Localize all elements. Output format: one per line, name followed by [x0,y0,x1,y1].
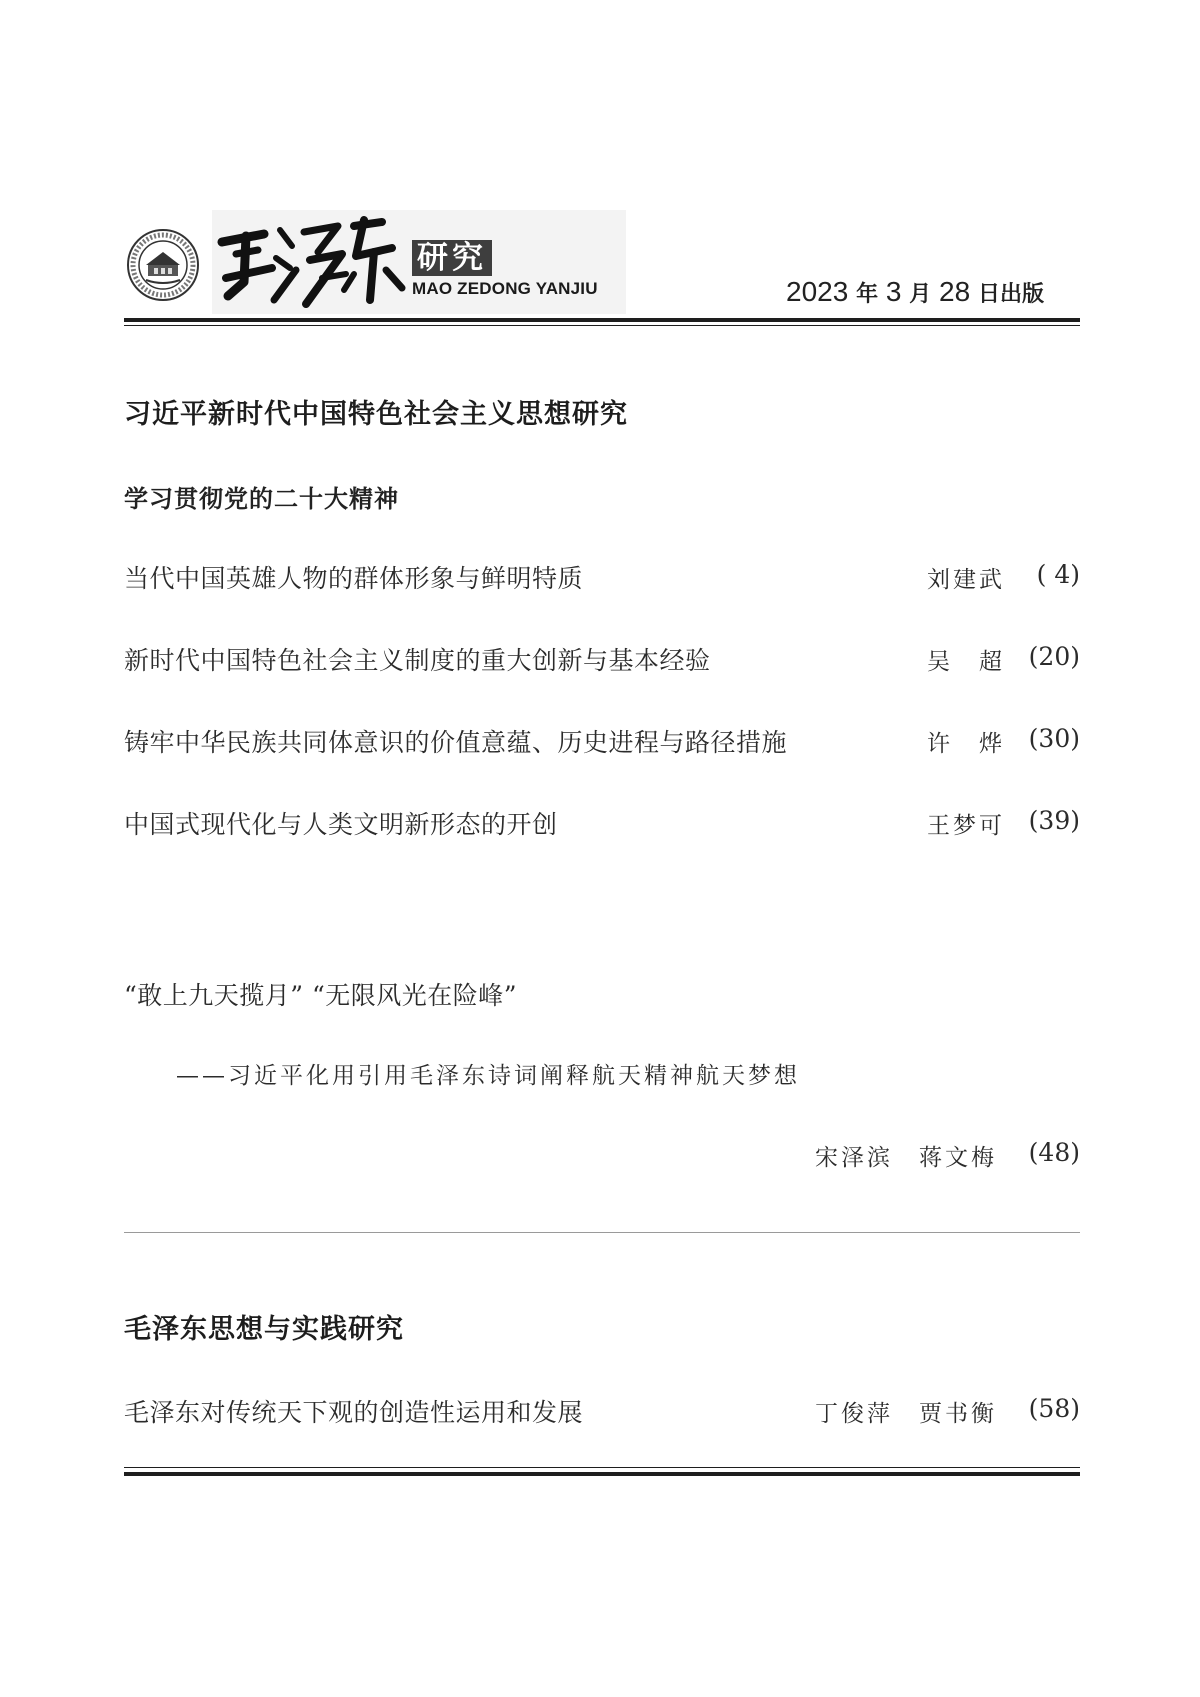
header-rule-thin [124,325,1080,326]
article-author: 吴 超 [927,649,1005,675]
header-rule-thick [124,318,1080,322]
date-year-char: 年 [856,282,879,307]
article-page: (58) [1028,1394,1080,1423]
article-author: 刘建武 [927,567,1005,593]
article-title[interactable]: “敢上九天揽月” “无限风光在险峰” [124,981,518,1010]
footer-rule-thick [124,1472,1080,1476]
article-subtitle: ——习近平化用引用毛泽东诗词阐释航天精神航天梦想 [176,1063,800,1089]
footer-rule-thin [124,1467,1080,1468]
article-author: 王梦可 [927,813,1005,839]
journal-emblem-icon [126,228,200,302]
date-month: 3 [885,276,902,307]
journal-title-pinyin: MAO ZEDONG YANJIU [412,279,598,298]
article-page: (30) [1028,724,1080,753]
article-title[interactable]: 毛泽东对传统天下观的创造性运用和发展 [124,1398,584,1427]
date-day: 28 [939,276,971,307]
article-author: 宋泽滨 蒋文梅 [815,1145,997,1171]
calligraphy-logo-icon [214,212,414,312]
date-month-char: 月 [909,282,932,307]
date-day-char: 日出版 [977,282,1044,307]
article-page: (39) [1028,806,1080,835]
section-heading: 毛泽东思想与实践研究 [124,1314,404,1345]
article-title[interactable]: 中国式现代化与人类文明新形态的开创 [124,810,558,839]
article-page: ( 4) [1036,560,1080,589]
article-title[interactable]: 新时代中国特色社会主义制度的重大创新与基本经验 [124,646,711,675]
article-author: 丁俊萍 贾书衡 [815,1401,997,1427]
publication-date [786,276,1044,308]
journal-title-yanjiu: 研究 [412,240,492,276]
section-divider [124,1232,1080,1233]
article-title[interactable]: 铸牢中华民族共同体意识的价值意蕴、历史进程与路径措施 [124,728,788,757]
article-title[interactable]: 当代中国英雄人物的群体形象与鲜明特质 [124,564,584,593]
article-page: (48) [1028,1138,1080,1167]
section-heading: 习近平新时代中国特色社会主义思想研究 [124,399,628,430]
article-page: (20) [1028,642,1080,671]
date-year: 2023 [786,276,849,307]
section-subheading: 学习贯彻党的二十大精神 [124,485,399,513]
article-author: 许 烨 [927,731,1005,757]
